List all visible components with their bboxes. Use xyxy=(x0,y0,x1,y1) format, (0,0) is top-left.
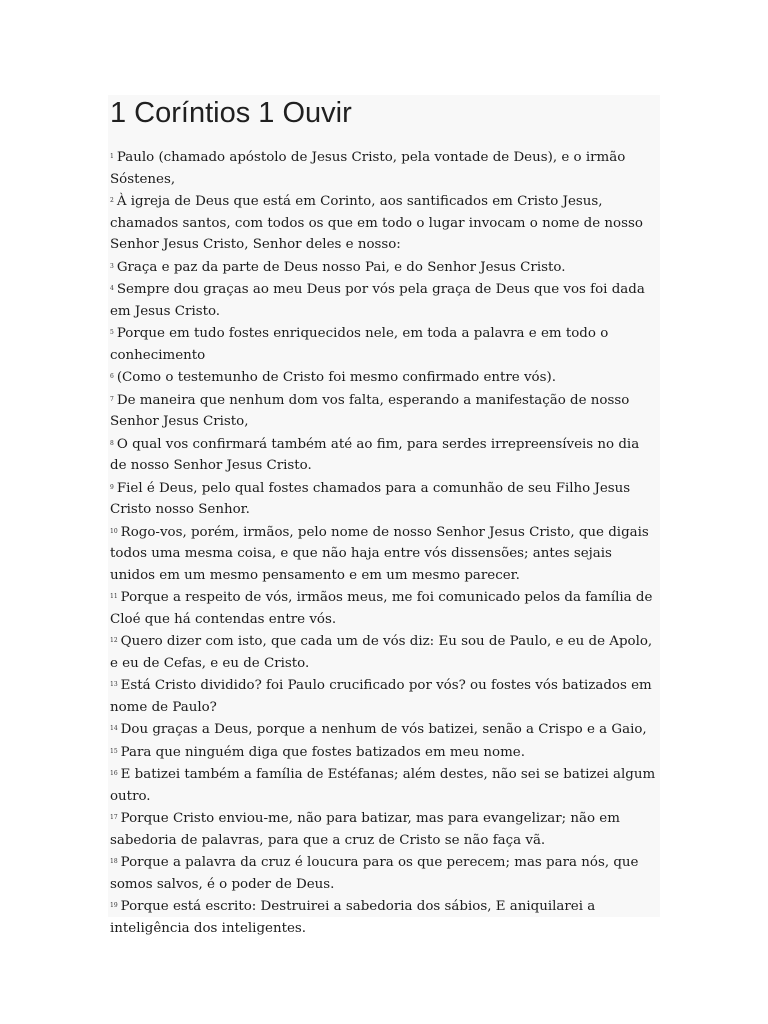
verse-text: Paulo (chamado apóstolo de Jesus Cristo, pela vontade de Deus), e o irmão Sóstenes, xyxy=(110,150,626,187)
verse-19 xyxy=(110,895,658,939)
verse-text: Está Cristo dividido? foi Paulo crucificado por vós? ou fostes vós batizados em nome de Paulo? xyxy=(110,678,652,715)
verse-number: 9 xyxy=(110,483,114,491)
verse-18 xyxy=(110,851,658,895)
verse-text: (Como o testemunho de Cristo foi mesmo confirmado entre vós). xyxy=(116,370,556,385)
verse-7 xyxy=(110,389,658,433)
verse-10 xyxy=(110,521,658,587)
verse-text: À igreja de Deus que está em Corinto, aos santificados em Cristo Jesus, chamados santos, com todos os que em todo o lugar invocam o nome de nosso Senhor Jesus Cristo, Senhor deles e nosso: xyxy=(110,194,643,252)
verse-1 xyxy=(110,146,658,190)
verse-number: 13 xyxy=(110,681,118,688)
verse-number: 6 xyxy=(110,373,114,380)
verse-text: Sempre dou graças ao meu Deus por vós pela graça de Deus que vos foi dada em Jesus Cristo. xyxy=(110,282,645,319)
verse-12 xyxy=(110,630,658,674)
verse-number: 18 xyxy=(110,858,118,865)
verse-9 xyxy=(110,477,658,521)
verse-number: 8 xyxy=(110,439,114,447)
verse-16 xyxy=(110,763,658,807)
verse-text: O qual vos confirmará também até ao fim, para serdes irrepreensíveis no dia de nosso Senhor Jesus Cristo. xyxy=(110,436,640,473)
verse-number: 2 xyxy=(110,197,114,204)
verse-text: Rogo-vos, porém, irmãos, pelo nome de nosso Senhor Jesus Cristo, que digais todos uma mesma coisa, e que não haja entre vós dissensões; antes sejais unidos em um mesmo pensamento e em um mesmo parecer. xyxy=(110,524,649,583)
verse-3 xyxy=(110,256,658,279)
verse-text: Porque Cristo enviou-me, não para batizar, mas para evangelizar; não em sabedoria de palavras, para que a cruz de Cristo se não faça vã. xyxy=(110,811,620,848)
verse-15 xyxy=(110,741,658,764)
verse-17 xyxy=(110,807,658,851)
verse-11 xyxy=(110,586,658,630)
verse-text: De maneira que nenhum dom vos falta, esperando a manifestação de nosso Senhor Jesus Cristo, xyxy=(110,392,630,429)
verse-number: 11 xyxy=(110,593,118,600)
verse-text: Dou graças a Deus, porque a nenhum de vós batizei, senão a Crispo e a Gaio, xyxy=(120,722,647,737)
verse-list xyxy=(110,146,658,939)
verse-number: 10 xyxy=(110,527,118,535)
document-page xyxy=(108,95,660,936)
verse-text: Porque a palavra da cruz é loucura para os que perecem; mas para nós, que somos salvos, é o poder de Deus. xyxy=(110,855,639,892)
verse-2 xyxy=(110,190,658,256)
verse-text: Para que ninguém diga que fostes batizados em meu nome. xyxy=(120,744,525,760)
verse-text: Quero dizer com isto, que cada um de vós diz: Eu sou de Paulo, e eu de Apolo, e eu de Cefas, e eu de Cristo. xyxy=(110,634,653,671)
verse-number: 7 xyxy=(110,395,114,403)
verse-number: 12 xyxy=(110,637,118,644)
verse-text: E batizei também a família de Estéfanas; além destes, não sei se batizei algum outro. xyxy=(110,767,656,804)
verse-number: 3 xyxy=(110,262,114,270)
verse-number: 14 xyxy=(110,725,118,732)
verse-14 xyxy=(110,718,658,741)
verse-4 xyxy=(110,278,658,322)
verse-5 xyxy=(110,322,658,366)
verse-text: Fiel é Deus, pelo qual fostes chamados para a comunhão de seu Filho Jesus Cristo nosso Senhor. xyxy=(110,480,631,517)
verse-8 xyxy=(110,433,658,477)
verse-number: 16 xyxy=(110,770,118,777)
verse-number: 5 xyxy=(110,329,114,336)
verse-number: 15 xyxy=(110,747,118,755)
verse-text: Porque a respeito de vós, irmãos meus, me foi comunicado pelos da família de Cloé que há contendas entre vós. xyxy=(110,590,653,627)
verse-text: Porque está escrito: Destruirei a sabedoria dos sábios, E aniquilarei a inteligência dos inteligentes. xyxy=(110,899,596,936)
verse-number: 1 xyxy=(110,153,114,160)
verse-text: Porque em tudo fostes enriquecidos nele, em toda a palavra e em todo o conhecimento xyxy=(110,326,609,363)
verse-number: 4 xyxy=(110,285,114,292)
verse-text: Graça e paz da parte de Deus nosso Pai, e do Senhor Jesus Cristo. xyxy=(116,259,566,275)
page-title: 1 Coríntios 1 Ouvir xyxy=(110,97,352,129)
verse-6 xyxy=(110,366,658,389)
verse-13 xyxy=(110,674,658,718)
verse-number: 19 xyxy=(110,902,118,909)
verse-number: 17 xyxy=(110,814,118,821)
